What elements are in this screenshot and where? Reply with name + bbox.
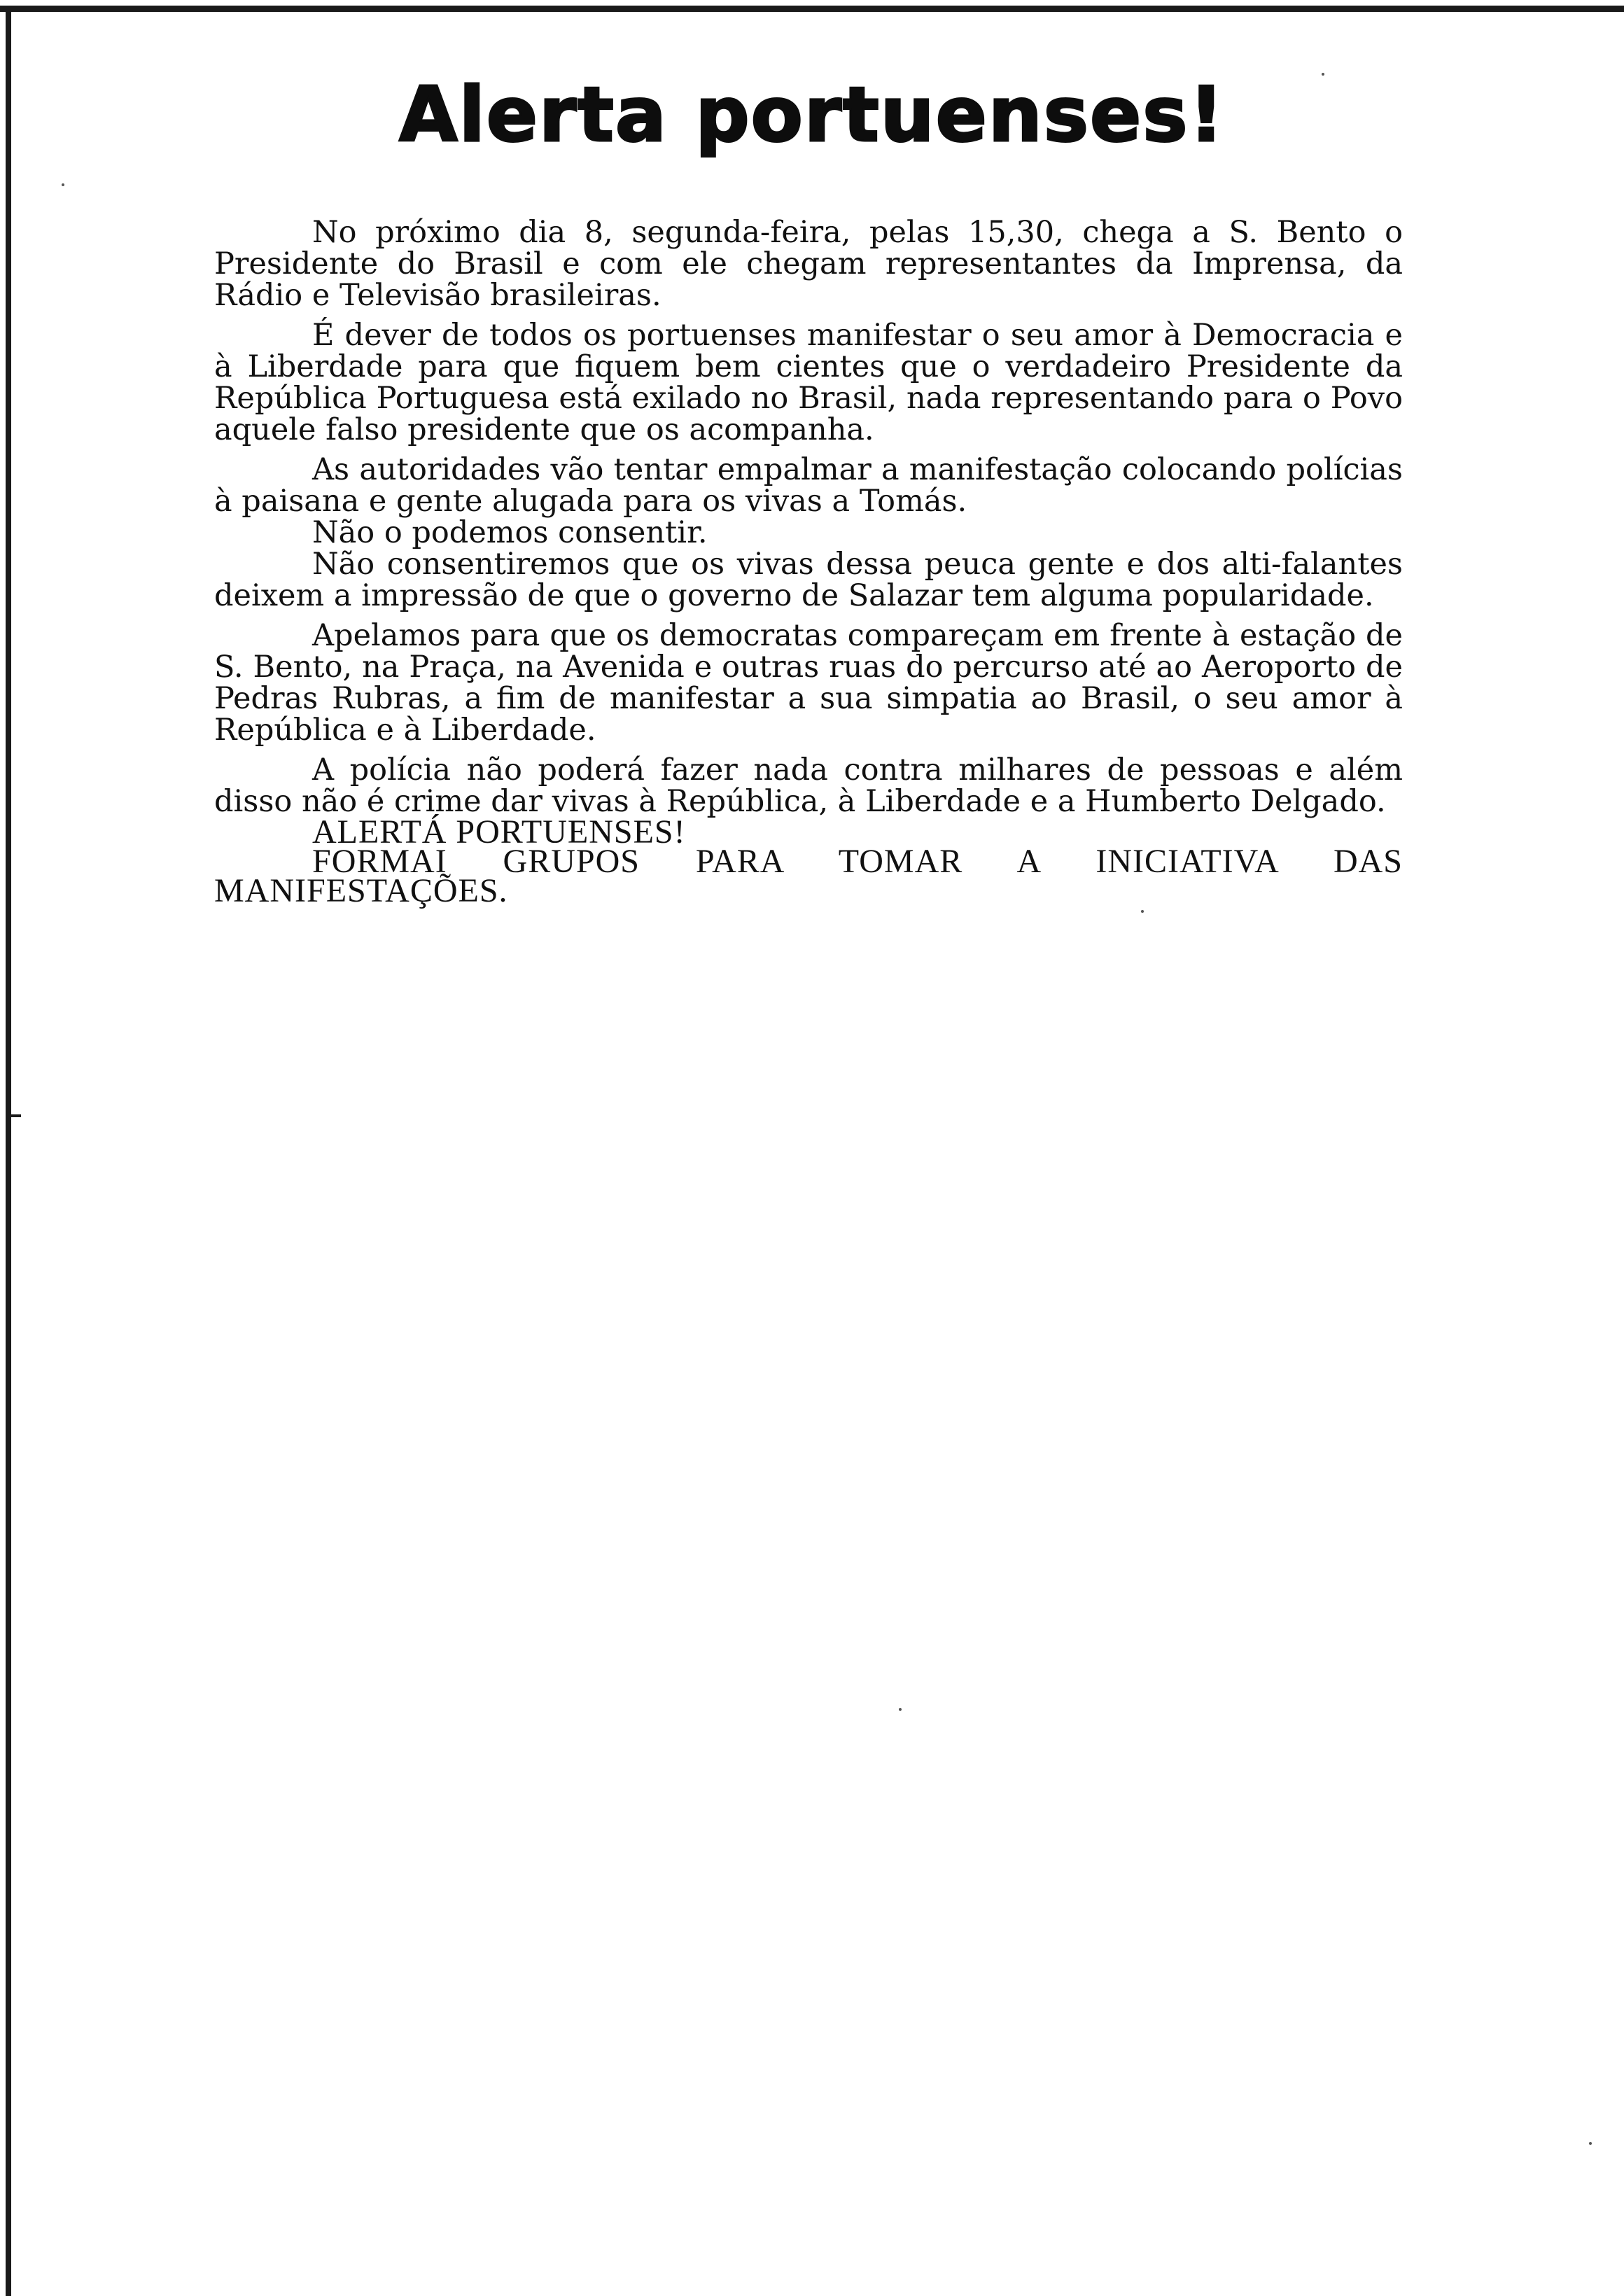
scan-speck xyxy=(1322,73,1324,76)
closing-alert: ALERTÁ PORTUENSES! xyxy=(312,813,686,850)
leaflet-title: Alerta portuenses! xyxy=(399,71,1225,159)
paragraph-appeal: Apelamos para que os democratas compareçam em frente à estação de S. Bento, na Praça, na Avenida e outras ruas do percurso até ao Aeroporto de Pedras Rubras, a fim de manifestar a sua simpatia ao Brasil, o seu amor à República e à Liberdade. xyxy=(214,618,1403,748)
paragraph-duty: É dever de todos os portuenses manifestar o seu amor à Democracia e à Liberdade para que fiquem bem cientes que o verdadeiro Presidente da República Portuguesa está exilado no Brasil, nada representando para o Povo aquele falso presidente que os acompanha. xyxy=(214,318,1403,447)
scan-speck xyxy=(1589,2142,1592,2145)
paragraph-loudspeakers: Não consentiremos que os vivas dessa peuca gente e dos alti-falantes deixem a impressão de que o governo de Salazar tem alguma popularidade. xyxy=(214,547,1403,613)
paragraph-arrival: No próximo dia 8, segunda-feira, pelas 15,30, chega a S. Bento o Presidente do Brasil e com ele chegam representantes da Imprensa, da Rádio e Televisão brasileiras. xyxy=(214,215,1403,313)
paragraph-refusal: Não o podemos consentir. xyxy=(312,515,708,550)
scan-speck xyxy=(62,183,64,186)
paragraph-authorities: As autoridades vão tentar empalmar a manifestação colocando polícias à paisana e gente alugada para os vivas a Tomás. xyxy=(214,452,1403,519)
scan-speck xyxy=(899,1708,902,1711)
leaflet-body xyxy=(214,215,1403,909)
scan-speck xyxy=(1141,910,1144,913)
closing-form-groups: FORMAI GRUPOS PARA TOMAR A INICIATIVA DAS MANIFESTAÇÕES. xyxy=(214,843,1403,909)
paragraph-police: A polícia não poderá fazer nada contra milhares de pessoas e além disso não é crime dar vivas à República, à Liberdade e a Humberto Delgado. xyxy=(214,752,1403,819)
